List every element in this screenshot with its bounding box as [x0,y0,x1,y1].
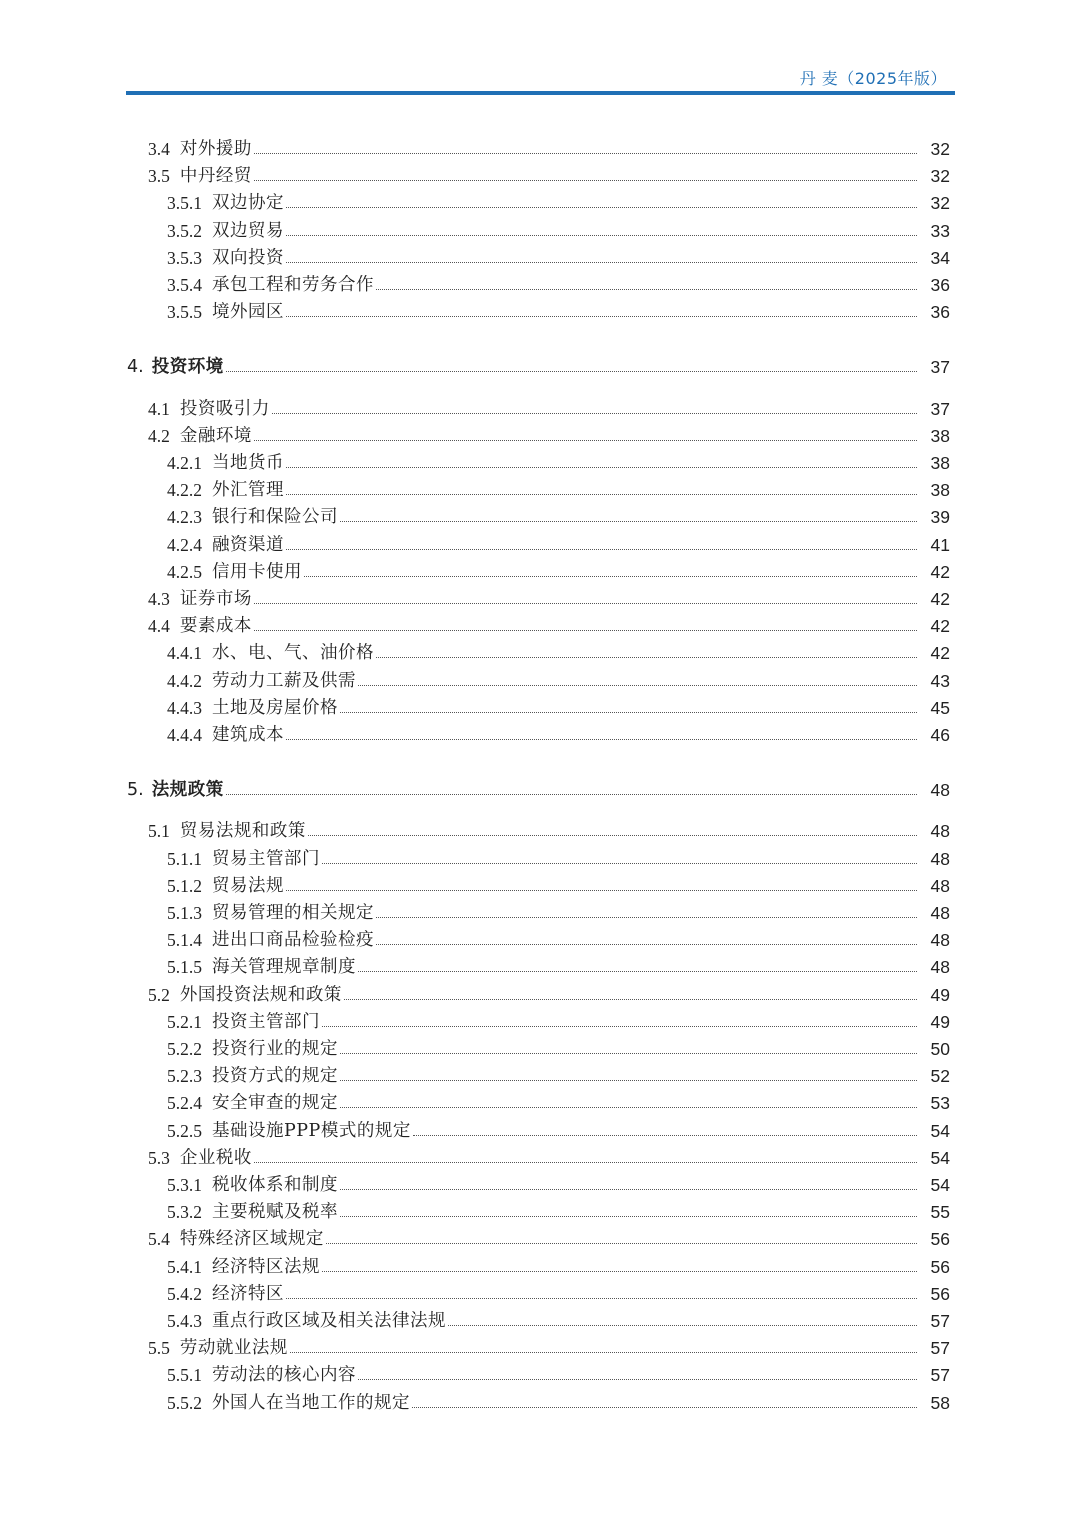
header-rule [126,91,955,95]
toc-entry-page: 37 [930,357,950,378]
toc-entry-number: 5.2 [148,984,170,1005]
dot-leader [286,466,917,468]
dot-leader [226,370,917,372]
toc-entry[interactable] [0,555,1080,582]
toc-entry-title: 外国投资法规和政策 [179,984,342,1005]
toc-entry-title: 土地及房屋价格 [212,697,338,718]
dot-leader [376,288,917,290]
toc-entry-page: 33 [930,220,950,241]
toc-entry-title: 要素成本 [179,616,252,637]
toc-entry-title: 安全审查的规定 [212,1093,338,1114]
toc-entry-title: 投资行业的规定 [212,1039,338,1059]
toc-entry-number: 4.2.2 [167,480,202,501]
toc-entry-title: 贸易法规和政策 [179,821,306,842]
toc-entry-title: 承包工程和劳务合作 [212,275,374,295]
toc-entry-number: 5.5 [148,1338,170,1359]
toc-entry[interactable] [0,1277,1080,1304]
toc-entry-number: 4.2.5 [167,561,202,582]
toc-entry-number: 5.1.1 [167,848,202,869]
toc-entry-title: 海关管理规章制度 [212,957,356,978]
toc-entry-page: 48 [930,780,950,801]
toc-entry-page: 53 [930,1093,950,1114]
toc-entry-page: 48 [930,848,950,869]
toc-entry[interactable] [0,214,1080,241]
toc-entry-number: 4.4.3 [167,697,202,718]
toc-entry-number: 5.4 [148,1229,170,1250]
toc-entry-title: 证券市场 [179,589,252,609]
dot-leader [376,656,917,658]
toc-entry[interactable] [0,691,1080,718]
dot-leader [340,1106,917,1108]
dot-leader [254,1161,917,1163]
toc-entry-number: 4.4 [148,616,170,637]
dot-leader [254,629,917,631]
toc-entry-page: 48 [930,821,950,842]
toc-entry-page: 32 [930,193,950,214]
toc-entry[interactable] [0,869,1080,896]
toc-entry[interactable] [0,1114,1080,1141]
toc-entry[interactable] [0,528,1080,555]
dot-leader [254,179,917,181]
toc-entry[interactable] [0,582,1080,609]
toc-entry-number: 5. [127,780,144,801]
toc-entry[interactable] [0,392,1080,419]
toc-entry[interactable] [0,446,1080,473]
dot-leader [286,889,917,891]
dot-leader [326,1242,917,1244]
toc-entry-title: 贸易法规 [212,875,284,896]
toc-entry-page: 58 [930,1392,950,1413]
toc-entry[interactable] [0,419,1080,446]
toc-entry-title: 劳动法的核心内容 [212,1365,356,1386]
toc-entry-page: 42 [930,643,950,664]
toc-entry-page: 55 [930,1202,950,1223]
dot-leader [286,261,917,263]
toc-entry-page: 36 [930,275,950,295]
toc-entry-number: 5.2.3 [167,1066,202,1087]
toc-entry-number: 5.1.5 [167,957,202,978]
toc-entry-number: 3.5 [148,166,170,187]
toc-entry-page: 54 [930,1120,950,1141]
toc-entry-number: 5.1 [148,821,170,842]
toc-entry-page: 57 [930,1365,950,1386]
toc-entry-number: 5.5.1 [167,1365,202,1386]
toc-entry[interactable] [0,350,1080,377]
dot-leader [322,1270,917,1272]
toc-entry-title: 投资环境 [151,357,224,378]
toc-entry[interactable] [0,473,1080,500]
toc-entry-title: 投资方式的规定 [212,1066,338,1087]
toc-entry-number: 5.4.2 [167,1283,202,1304]
dot-leader [344,998,917,1000]
toc-entry-page: 56 [930,1256,950,1277]
toc-entry[interactable] [0,773,1080,800]
toc-entry-title: 主要税赋及税率 [212,1202,338,1223]
toc-entry-number: 5.2.2 [167,1039,202,1059]
toc-entry-title: 投资主管部门 [212,1011,320,1032]
toc-entry-title: 企业税收 [179,1147,252,1168]
toc-entry-number: 4. [127,357,144,378]
toc-entry-number: 5.2.1 [167,1011,202,1032]
toc-entry-title: 法规政策 [151,780,224,801]
dot-leader [290,1351,917,1353]
toc-entry-page: 48 [930,903,950,923]
toc-entry-number: 4.2.1 [167,453,202,473]
dot-leader [376,943,917,945]
toc-entry[interactable] [0,241,1080,268]
dot-leader [376,916,917,918]
toc-entry-number: 5.1.4 [167,930,202,951]
toc-entry-page: 56 [930,1229,950,1250]
dot-leader [286,1297,917,1299]
dot-leader [272,412,917,414]
dot-leader [286,206,917,208]
toc-entry[interactable] [0,1331,1080,1358]
toc-entry[interactable] [0,1086,1080,1113]
toc-entry-number: 4.2.4 [167,534,202,555]
toc-entry[interactable] [0,1195,1080,1222]
toc-entry[interactable] [0,186,1080,213]
dot-leader [340,1052,917,1054]
toc-entry[interactable] [0,896,1080,923]
toc-entry-number: 5.3.1 [167,1175,202,1195]
toc-entry-title: 对外援助 [179,139,252,159]
toc-entry-title: 当地货币 [212,453,284,473]
dot-leader [412,1406,917,1408]
dot-leader [286,548,917,550]
toc-entry-number: 4.3 [148,589,170,609]
toc-entry-title: 特殊经济区域规定 [179,1229,324,1250]
toc-entry-page: 34 [930,247,950,268]
toc-entry-page: 38 [930,453,950,473]
dot-leader [254,439,917,441]
toc-entry-title: 重点行政区域及相关法律法规 [212,1311,446,1331]
toc-entry-title: 融资渠道 [212,534,284,555]
toc-entry-number: 3.4 [148,139,170,159]
toc-entry-page: 32 [930,139,950,159]
toc-entry-page: 39 [930,507,950,528]
dot-leader [340,1188,917,1190]
toc-entry-page: 48 [930,875,950,896]
toc-entry-number: 5.2.5 [167,1120,202,1141]
toc-entry[interactable] [0,295,1080,322]
toc-entry-title: 外汇管理 [212,480,284,501]
dot-leader [304,575,917,577]
toc-entry-number: 5.5.2 [167,1392,202,1413]
toc-entry-page: 49 [930,1011,950,1032]
toc-entry[interactable] [0,978,1080,1005]
dot-leader [413,1134,917,1136]
toc-entry-page: 42 [930,561,950,582]
toc-entry[interactable] [0,636,1080,663]
toc-entry-page: 45 [930,697,950,718]
toc-entry-page: 57 [930,1338,950,1359]
dot-leader [286,738,917,740]
toc-entry[interactable] [0,132,1080,159]
toc-entry-page: 50 [930,1039,950,1059]
toc-entry-page: 48 [930,957,950,978]
toc-entry-page: 36 [930,302,950,323]
toc-entry-page: 32 [930,166,950,187]
toc-entry-page: 49 [930,984,950,1005]
toc-entry-title: 中丹经贸 [179,166,252,187]
toc-entry-page: 42 [930,589,950,609]
dot-leader [340,711,917,713]
toc-entry-number: 4.2 [148,425,170,446]
toc-entry[interactable] [0,1358,1080,1385]
toc-entry-page: 42 [930,616,950,637]
toc-entry-number: 4.4.1 [167,643,202,664]
toc-entry[interactable] [0,664,1080,691]
dot-leader [448,1324,917,1326]
toc-entry-page: 43 [930,670,950,691]
toc-entry[interactable] [0,950,1080,977]
toc-entry-title: 经济特区 [212,1283,284,1304]
toc-entry-page: 38 [930,425,950,446]
toc-entry-page: 54 [930,1175,950,1195]
toc-entry-title: 建筑成本 [212,725,284,745]
toc-entry-number: 3.5.1 [167,193,202,214]
toc-entry[interactable] [0,1059,1080,1086]
toc-entry-title: 税收体系和制度 [212,1175,338,1195]
toc-entry-title: 劳动就业法规 [179,1338,288,1359]
toc-entry[interactable] [0,1250,1080,1277]
toc-entry-number: 4.2.3 [167,507,202,528]
toc-entry[interactable] [0,842,1080,869]
toc-entry-number: 3.5.2 [167,220,202,241]
toc-entry-title: 贸易主管部门 [212,848,320,869]
toc-entry-title: 双向投资 [212,247,284,268]
toc-entry-title: 外国人在当地工作的规定 [212,1392,410,1413]
dot-leader [286,493,917,495]
toc-entry-title: 进出口商品检验检疫 [212,930,374,951]
dot-leader [254,152,917,154]
dot-leader [358,1378,917,1380]
toc-entry-page: 48 [930,930,950,951]
toc-entry-title: 基础设施PPP模式的规定 [212,1120,411,1141]
toc-entry-page: 46 [930,725,950,745]
page-header-title: 丹 麦（2025年版） [799,69,947,88]
toc-entry-page: 54 [930,1147,950,1168]
toc-entry[interactable] [0,268,1080,295]
toc-entry[interactable] [0,1222,1080,1249]
toc-entry[interactable] [0,159,1080,186]
toc-entry[interactable] [0,500,1080,527]
dot-leader [340,520,917,522]
toc-entry[interactable] [0,923,1080,950]
dot-leader [322,862,917,864]
toc-entry-number: 5.2.4 [167,1093,202,1114]
toc-entry-page: 57 [930,1311,950,1331]
toc-entry-number: 5.1.3 [167,903,202,923]
toc-entry-title: 投资吸引力 [179,398,270,419]
dot-leader [358,684,917,686]
toc-entry-number: 3.5.5 [167,302,202,323]
toc-entry[interactable] [0,1141,1080,1168]
toc-entry-number: 5.3.2 [167,1202,202,1223]
toc-entry-title: 贸易管理的相关规定 [212,903,374,923]
toc-entry[interactable] [0,1005,1080,1032]
toc-entry-title: 双边贸易 [212,220,284,241]
toc-entry-number: 4.1 [148,398,170,419]
toc-entry[interactable] [0,1386,1080,1413]
toc-entry-number: 3.5.4 [167,275,202,295]
toc-entry-number: 5.3 [148,1147,170,1168]
toc-entry[interactable] [0,1168,1080,1195]
toc-entry[interactable] [0,718,1080,745]
dot-leader [322,1025,917,1027]
toc-entry[interactable] [0,1032,1080,1059]
toc-entry-title: 双边协定 [212,193,284,214]
toc-entry-title: 境外园区 [212,302,284,323]
dot-leader [286,234,917,236]
dot-leader [340,1215,917,1217]
toc-entry-number: 3.5.3 [167,247,202,268]
dot-leader [286,315,917,317]
toc-entry-number: 5.4.3 [167,1311,202,1331]
toc-entry-title: 信用卡使用 [212,561,302,582]
dot-leader [308,834,917,836]
dot-leader [226,793,917,795]
toc-entry[interactable] [0,1304,1080,1331]
toc-entry[interactable] [0,814,1080,841]
toc-entry-page: 37 [930,398,950,419]
toc-entry-title: 金融环境 [179,425,252,446]
toc-entry-page: 41 [930,534,950,555]
toc-entry-title: 劳动力工薪及供需 [212,670,356,691]
toc-entry-number: 5.1.2 [167,875,202,896]
toc-entry-title: 水、电、气、油价格 [212,643,374,664]
toc-entry-title: 银行和保险公司 [212,507,338,528]
toc-entry-number: 5.4.1 [167,1256,202,1277]
dot-leader [340,1079,917,1081]
toc-entry-title: 经济特区法规 [212,1256,320,1277]
dot-leader [358,970,917,972]
toc-entry-number: 4.4.2 [167,670,202,691]
toc-entry-page: 38 [930,480,950,501]
dot-leader [254,602,917,604]
toc-entry-number: 4.4.4 [167,725,202,745]
toc-entry-page: 52 [930,1066,950,1087]
toc-entry[interactable] [0,609,1080,636]
toc-entry-page: 56 [930,1283,950,1304]
